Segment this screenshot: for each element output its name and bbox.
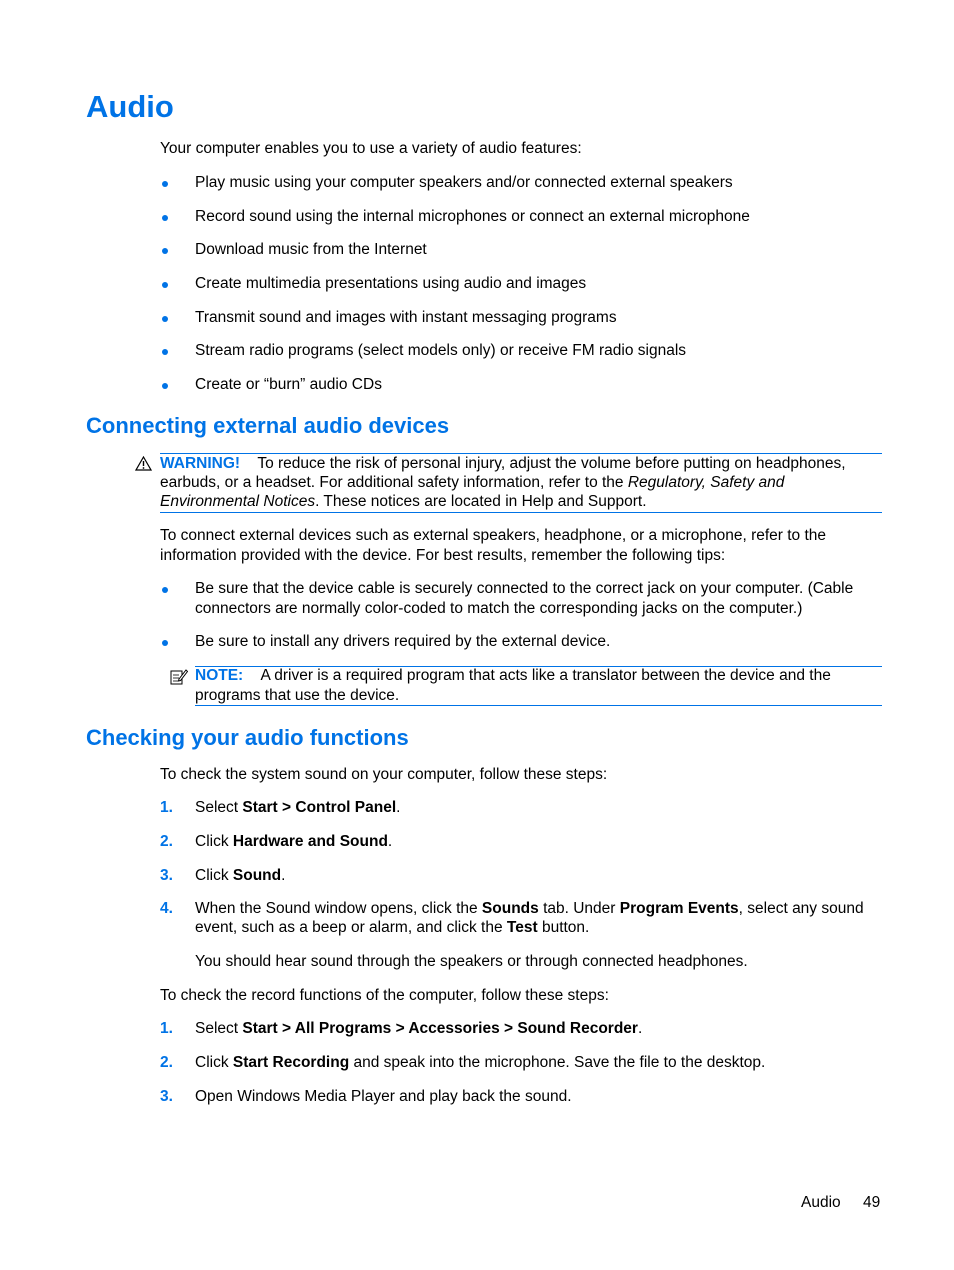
regulatory-notices-title: Regulatory, Safety and Environmental Notices xyxy=(160,474,785,510)
list-item: Click Hardware and Sound. xyxy=(195,833,393,850)
footer-section-name: Audio xyxy=(801,1194,841,1211)
note-text: NOTE: A driver is a required program that acts like a translator between the device and the programs that use the device. xyxy=(195,667,831,704)
step-number: 3. xyxy=(160,867,173,884)
step-followup-text: You should hear sound through the speakers or through connected headphones. xyxy=(195,953,748,970)
list-item: Select Start > Control Panel. xyxy=(195,799,401,816)
list-item: Click Sound. xyxy=(195,867,286,884)
bullet-icon xyxy=(162,383,168,389)
bullet-icon xyxy=(162,316,168,322)
record-intro-paragraph: To check the record functions of the computer, follow these steps: xyxy=(160,987,609,1004)
step-number: 3. xyxy=(160,1088,173,1105)
step-number: 2. xyxy=(160,833,173,850)
note-bottom-rule xyxy=(195,705,882,706)
bullet-icon xyxy=(162,248,168,254)
list-item: Select Start > All Programs > Accessories > Sound Recorder. xyxy=(195,1020,643,1037)
list-item: When the Sound window opens, click the Sounds tab. Under Program Events, select any sound event, such as a beep or alarm, and click the Test button. xyxy=(195,900,864,936)
bullet-icon xyxy=(162,181,168,187)
bullet-icon xyxy=(162,215,168,221)
bullet-icon xyxy=(162,282,168,288)
warning-triangle-icon xyxy=(135,456,152,471)
step-number: 1. xyxy=(160,1020,173,1037)
bullet-icon xyxy=(162,640,168,646)
section-heading-connecting: Connecting external audio devices xyxy=(86,413,450,438)
list-item: Click Start Recording and speak into the microphone. Save the file to the desktop. xyxy=(195,1054,766,1071)
warning-label: WARNING! xyxy=(160,455,241,472)
section-heading-checking: Checking your audio functions xyxy=(86,725,409,750)
step-number: 2. xyxy=(160,1054,173,1071)
warning-text: WARNING! To reduce the risk of personal injury, adjust the volume before putting on headphones, earbuds, or a headset. For additional safety information, refer to the Regulatory, Safety and Environmental Notices. These notices are located in Help and Support. xyxy=(160,455,846,510)
bullet-icon xyxy=(162,349,168,355)
page-title: Audio xyxy=(86,89,174,124)
warning-bottom-rule xyxy=(160,512,882,513)
bullet-icon xyxy=(162,587,168,593)
footer-page-number: 49 xyxy=(863,1194,881,1211)
check-intro-paragraph: To check the system sound on your computer, follow these steps: xyxy=(160,766,608,783)
connect-intro-paragraph: To connect external devices such as external speakers, headphone, or a microphone, refer to the information provided with the device. For best results, remember the following tips: xyxy=(160,527,827,564)
step-number: 4. xyxy=(160,900,173,917)
note-pencil-icon xyxy=(170,668,188,685)
intro-paragraph: Your computer enables you to use a variety of audio features: xyxy=(160,140,582,157)
list-item: Open Windows Media Player and play back the sound. xyxy=(195,1088,572,1105)
step-number: 1. xyxy=(160,799,173,816)
note-label: NOTE: xyxy=(195,667,244,684)
